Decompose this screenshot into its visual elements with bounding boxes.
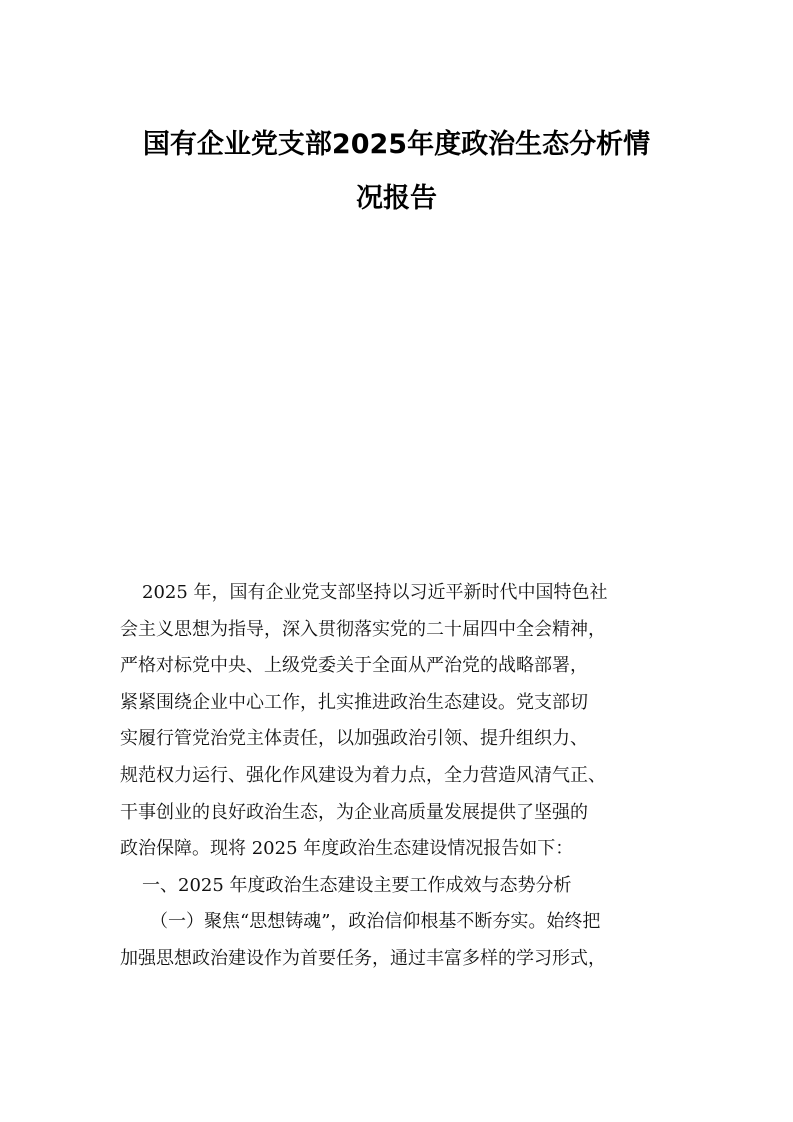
body-paragraph-line: 2025 年，国有企业党支部坚持以习近平新时代中国特色社 xyxy=(142,582,608,603)
section-heading: 一、2025 年度政治生态建设主要工作成效与态势分析 xyxy=(142,874,572,896)
title-line-2: 况报告 xyxy=(356,183,437,214)
body-paragraph-line: 实履行管党治党主体责任，以加强政治引领、提升组织力、 xyxy=(120,728,588,750)
body-paragraph-line: 紧紧围绕企业中心工作，扎实推进政治生态建设。党支部切 xyxy=(120,691,588,713)
body-paragraph-line: 严格对标党中央、上级党委关于全面从严治党的战略部署， xyxy=(120,655,588,677)
title-line-1: 国有企业党支部2025年度政治生态分析情 xyxy=(142,129,651,160)
document-title xyxy=(100,118,693,226)
document-body xyxy=(120,575,680,978)
body-paragraph-line: 政治保障。现将 2025 年度政治生态建设情况报告如下： xyxy=(120,838,574,860)
body-paragraph-line: 加强思想政治建设作为首要任务，通过丰富多样的学习形式， xyxy=(120,947,606,969)
body-paragraph-line: 规范权力运行、强化作风建设为着力点，全力营造风清气正、 xyxy=(120,764,606,786)
body-paragraph-line: 会主义思想为指导，深入贯彻落实党的二十届四中全会精神， xyxy=(120,618,606,640)
body-paragraph-line: 干事创业的良好政治生态，为企业高质量发展提供了坚强的 xyxy=(120,801,588,823)
subsection-heading-line: （一）聚焦“思想铸魂”，政治信仰根基不断夯实。始终把 xyxy=(150,911,601,933)
